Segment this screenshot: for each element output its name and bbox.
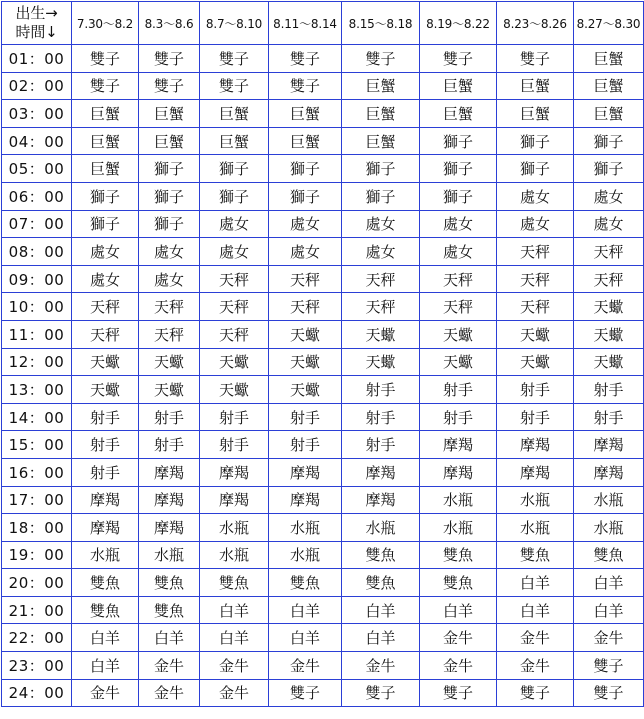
zodiac-cell: 雙子 [574, 652, 644, 680]
zodiac-cell: 巨蟹 [342, 127, 420, 155]
zodiac-cell: 射手 [420, 403, 497, 431]
zodiac-cell: 雙魚 [420, 541, 497, 569]
zodiac-cell: 雙子 [72, 72, 139, 100]
row-time-label: 02：00 [2, 72, 72, 100]
row-time-label: 16：00 [2, 458, 72, 486]
zodiac-cell: 天秤 [342, 265, 420, 293]
zodiac-cell: 雙魚 [72, 569, 139, 597]
zodiac-cell: 水瓶 [497, 486, 574, 514]
zodiac-cell: 處女 [200, 210, 269, 238]
table-row [2, 320, 644, 348]
zodiac-cell: 雙子 [269, 45, 342, 73]
row-time-label: 08：00 [2, 238, 72, 266]
zodiac-cell: 天秤 [200, 320, 269, 348]
zodiac-cell: 射手 [139, 431, 200, 459]
zodiac-cell: 天秤 [420, 265, 497, 293]
zodiac-cell: 天蠍 [574, 348, 644, 376]
zodiac-cell: 巨蟹 [497, 72, 574, 100]
zodiac-cell: 雙子 [342, 45, 420, 73]
table-row [2, 238, 644, 266]
zodiac-cell: 摩羯 [139, 514, 200, 542]
zodiac-cell: 雙魚 [342, 569, 420, 597]
table-header [2, 2, 644, 45]
zodiac-cell: 水瓶 [420, 514, 497, 542]
zodiac-cell: 雙魚 [139, 569, 200, 597]
table-row [2, 458, 644, 486]
zodiac-cell: 雙子 [420, 679, 497, 707]
row-time-label: 06：00 [2, 182, 72, 210]
zodiac-cell: 獅子 [497, 127, 574, 155]
zodiac-cell: 天秤 [139, 293, 200, 321]
zodiac-cell: 獅子 [139, 155, 200, 183]
zodiac-cell: 摩羯 [269, 458, 342, 486]
table-row [2, 210, 644, 238]
zodiac-cell: 巨蟹 [139, 100, 200, 128]
zodiac-cell: 天秤 [574, 238, 644, 266]
zodiac-cell: 雙子 [497, 679, 574, 707]
zodiac-cell: 金牛 [420, 624, 497, 652]
column-header: 8.23～8.26 [497, 2, 574, 45]
zodiac-cell: 獅子 [200, 182, 269, 210]
table-row [2, 127, 644, 155]
zodiac-cell: 白羊 [200, 596, 269, 624]
zodiac-cell: 射手 [72, 403, 139, 431]
zodiac-cell: 射手 [200, 431, 269, 459]
zodiac-cell: 雙子 [269, 72, 342, 100]
zodiac-cell: 雙子 [139, 45, 200, 73]
zodiac-cell: 雙子 [342, 679, 420, 707]
corner-header [2, 2, 72, 45]
zodiac-cell: 獅子 [574, 127, 644, 155]
zodiac-cell: 雙魚 [139, 596, 200, 624]
zodiac-cell: 巨蟹 [200, 100, 269, 128]
zodiac-cell: 水瓶 [342, 514, 420, 542]
zodiac-cell: 獅子 [497, 155, 574, 183]
zodiac-cell: 摩羯 [269, 486, 342, 514]
zodiac-cell: 天蠍 [200, 376, 269, 404]
zodiac-cell: 巨蟹 [200, 127, 269, 155]
zodiac-cell: 金牛 [200, 679, 269, 707]
zodiac-cell: 金牛 [420, 652, 497, 680]
table-row [2, 100, 644, 128]
zodiac-cell: 獅子 [342, 155, 420, 183]
row-time-label: 20：00 [2, 569, 72, 597]
zodiac-cell: 處女 [269, 238, 342, 266]
zodiac-cell: 天蠍 [574, 293, 644, 321]
zodiac-cell: 巨蟹 [72, 127, 139, 155]
zodiac-cell: 金牛 [574, 624, 644, 652]
zodiac-cell: 射手 [342, 403, 420, 431]
zodiac-cell: 巨蟹 [420, 100, 497, 128]
zodiac-cell: 天蠍 [269, 320, 342, 348]
zodiac-cell: 巨蟹 [72, 100, 139, 128]
zodiac-cell: 獅子 [200, 155, 269, 183]
zodiac-cell: 獅子 [269, 155, 342, 183]
zodiac-cell: 摩羯 [200, 486, 269, 514]
zodiac-cell: 處女 [497, 210, 574, 238]
zodiac-cell: 摩羯 [420, 431, 497, 459]
zodiac-cell: 天蠍 [200, 348, 269, 376]
zodiac-cell: 處女 [497, 182, 574, 210]
zodiac-cell: 白羊 [200, 624, 269, 652]
zodiac-cell: 白羊 [269, 624, 342, 652]
row-time-label: 04：00 [2, 127, 72, 155]
zodiac-cell: 金牛 [139, 679, 200, 707]
zodiac-cell: 金牛 [342, 652, 420, 680]
row-time-label: 22：00 [2, 624, 72, 652]
zodiac-cell: 雙子 [497, 45, 574, 73]
zodiac-cell: 白羊 [139, 624, 200, 652]
zodiac-cell: 處女 [72, 238, 139, 266]
zodiac-cell: 天秤 [574, 265, 644, 293]
zodiac-cell: 雙子 [574, 679, 644, 707]
zodiac-cell: 白羊 [342, 624, 420, 652]
zodiac-cell: 天秤 [497, 238, 574, 266]
zodiac-cell: 金牛 [497, 652, 574, 680]
zodiac-cell: 射手 [497, 376, 574, 404]
zodiac-cell: 獅子 [72, 210, 139, 238]
zodiac-cell: 處女 [574, 182, 644, 210]
zodiac-cell: 獅子 [139, 210, 200, 238]
column-header: 8.7～8.10 [200, 2, 269, 45]
zodiac-cell: 摩羯 [139, 486, 200, 514]
zodiac-cell: 天秤 [200, 265, 269, 293]
zodiac-cell: 處女 [342, 210, 420, 238]
zodiac-cell: 摩羯 [139, 458, 200, 486]
zodiac-cell: 獅子 [72, 182, 139, 210]
zodiac-cell: 巨蟹 [269, 100, 342, 128]
zodiac-cell: 雙子 [139, 72, 200, 100]
zodiac-cell: 天秤 [342, 293, 420, 321]
zodiac-cell: 天蠍 [72, 376, 139, 404]
zodiac-cell: 天秤 [497, 265, 574, 293]
row-time-label: 09：00 [2, 265, 72, 293]
table-row [2, 596, 644, 624]
zodiac-cell: 水瓶 [269, 541, 342, 569]
table-row [2, 265, 644, 293]
zodiac-cell: 天秤 [420, 293, 497, 321]
row-time-label: 03：00 [2, 100, 72, 128]
row-time-label: 19：00 [2, 541, 72, 569]
table-row [2, 293, 644, 321]
zodiac-cell: 白羊 [497, 596, 574, 624]
zodiac-cell: 獅子 [139, 182, 200, 210]
row-time-label: 14：00 [2, 403, 72, 431]
zodiac-cell: 獅子 [342, 182, 420, 210]
row-time-label: 05：00 [2, 155, 72, 183]
zodiac-cell: 摩羯 [200, 458, 269, 486]
table-row [2, 403, 644, 431]
zodiac-cell: 獅子 [420, 127, 497, 155]
zodiac-cell: 射手 [497, 403, 574, 431]
zodiac-cell: 天秤 [497, 293, 574, 321]
zodiac-cell: 摩羯 [574, 458, 644, 486]
zodiac-cell: 白羊 [269, 596, 342, 624]
zodiac-cell: 處女 [139, 238, 200, 266]
zodiac-cell: 天秤 [139, 320, 200, 348]
column-header: 8.11～8.14 [269, 2, 342, 45]
zodiac-cell: 金牛 [497, 624, 574, 652]
column-header: 8.19～8.22 [420, 2, 497, 45]
column-header: 8.15～8.18 [342, 2, 420, 45]
zodiac-cell: 處女 [420, 210, 497, 238]
row-time-label: 18：00 [2, 514, 72, 542]
zodiac-cell: 雙子 [269, 679, 342, 707]
zodiac-cell: 處女 [200, 238, 269, 266]
zodiac-cell: 天蠍 [420, 320, 497, 348]
zodiac-cell: 雙子 [200, 72, 269, 100]
row-time-label: 11：00 [2, 320, 72, 348]
zodiac-cell: 巨蟹 [574, 45, 644, 73]
zodiac-cell: 水瓶 [200, 541, 269, 569]
zodiac-cell: 水瓶 [497, 514, 574, 542]
zodiac-cell: 水瓶 [574, 486, 644, 514]
zodiac-cell: 天蠍 [139, 348, 200, 376]
zodiac-cell: 獅子 [269, 182, 342, 210]
zodiac-cell: 射手 [342, 431, 420, 459]
corner-label-time: 時間↓ [15, 23, 58, 41]
zodiac-cell: 巨蟹 [497, 100, 574, 128]
zodiac-cell: 巨蟹 [139, 127, 200, 155]
zodiac-cell: 水瓶 [269, 514, 342, 542]
zodiac-cell: 摩羯 [574, 431, 644, 459]
table-row [2, 348, 644, 376]
table-row [2, 569, 644, 597]
zodiac-cell: 射手 [574, 403, 644, 431]
zodiac-cell: 射手 [269, 403, 342, 431]
zodiac-cell: 天秤 [72, 293, 139, 321]
zodiac-cell: 雙魚 [72, 596, 139, 624]
zodiac-cell: 處女 [574, 210, 644, 238]
table-row [2, 652, 644, 680]
zodiac-cell: 雙子 [200, 45, 269, 73]
zodiac-cell: 天蠍 [574, 320, 644, 348]
zodiac-cell: 獅子 [420, 182, 497, 210]
zodiac-cell: 摩羯 [420, 458, 497, 486]
zodiac-cell: 金牛 [139, 652, 200, 680]
table-row [2, 376, 644, 404]
row-time-label: 01：00 [2, 45, 72, 73]
zodiac-cell: 獅子 [574, 155, 644, 183]
zodiac-cell: 摩羯 [497, 458, 574, 486]
zodiac-cell: 天秤 [200, 293, 269, 321]
zodiac-cell: 天蠍 [269, 348, 342, 376]
zodiac-cell: 巨蟹 [574, 72, 644, 100]
zodiac-cell: 射手 [72, 458, 139, 486]
zodiac-cell: 雙子 [420, 45, 497, 73]
zodiac-cell: 巨蟹 [342, 72, 420, 100]
zodiac-cell: 處女 [420, 238, 497, 266]
zodiac-cell: 巨蟹 [72, 155, 139, 183]
table-row [2, 72, 644, 100]
zodiac-cell: 摩羯 [72, 514, 139, 542]
column-header: 8.3～8.6 [139, 2, 200, 45]
zodiac-cell: 天秤 [269, 293, 342, 321]
row-time-label: 15：00 [2, 431, 72, 459]
zodiac-cell: 白羊 [72, 652, 139, 680]
zodiac-cell: 雙魚 [420, 569, 497, 597]
zodiac-cell: 雙魚 [497, 541, 574, 569]
zodiac-cell: 水瓶 [72, 541, 139, 569]
table-row [2, 182, 644, 210]
zodiac-cell: 射手 [574, 376, 644, 404]
table-row [2, 624, 644, 652]
zodiac-cell: 白羊 [574, 596, 644, 624]
zodiac-cell: 天蠍 [342, 320, 420, 348]
zodiac-cell: 天蠍 [342, 348, 420, 376]
zodiac-cell: 天蠍 [497, 348, 574, 376]
zodiac-cell: 白羊 [420, 596, 497, 624]
zodiac-cell: 白羊 [574, 569, 644, 597]
zodiac-cell: 水瓶 [139, 541, 200, 569]
zodiac-cell: 雙魚 [200, 569, 269, 597]
zodiac-cell: 天蠍 [139, 376, 200, 404]
zodiac-cell: 金牛 [72, 679, 139, 707]
zodiac-cell: 雙子 [72, 45, 139, 73]
zodiac-cell: 處女 [72, 265, 139, 293]
row-time-label: 12：00 [2, 348, 72, 376]
table-row [2, 431, 644, 459]
zodiac-cell: 射手 [139, 403, 200, 431]
zodiac-cell: 水瓶 [420, 486, 497, 514]
zodiac-cell: 射手 [269, 431, 342, 459]
zodiac-cell: 射手 [342, 376, 420, 404]
row-time-label: 07：00 [2, 210, 72, 238]
zodiac-cell: 雙魚 [269, 569, 342, 597]
zodiac-cell: 白羊 [497, 569, 574, 597]
table-row [2, 155, 644, 183]
zodiac-cell: 射手 [200, 403, 269, 431]
zodiac-cell: 巨蟹 [574, 100, 644, 128]
zodiac-cell: 天蠍 [269, 376, 342, 404]
zodiac-table [1, 1, 644, 707]
zodiac-cell: 摩羯 [342, 486, 420, 514]
zodiac-cell: 摩羯 [342, 458, 420, 486]
table-row [2, 514, 644, 542]
zodiac-cell: 處女 [342, 238, 420, 266]
zodiac-cell: 摩羯 [72, 486, 139, 514]
zodiac-cell: 雙魚 [342, 541, 420, 569]
zodiac-cell: 白羊 [72, 624, 139, 652]
zodiac-cell: 白羊 [342, 596, 420, 624]
zodiac-cell: 天蠍 [72, 348, 139, 376]
table-body [2, 45, 644, 707]
row-time-label: 23：00 [2, 652, 72, 680]
zodiac-cell: 巨蟹 [420, 72, 497, 100]
column-header: 7.30～8.2 [72, 2, 139, 45]
table-row [2, 541, 644, 569]
zodiac-cell: 天秤 [72, 320, 139, 348]
zodiac-cell: 天蠍 [497, 320, 574, 348]
zodiac-cell: 雙魚 [574, 541, 644, 569]
zodiac-cell: 金牛 [269, 652, 342, 680]
zodiac-cell: 金牛 [200, 652, 269, 680]
zodiac-cell: 處女 [139, 265, 200, 293]
zodiac-cell: 天秤 [269, 265, 342, 293]
row-time-label: 13：00 [2, 376, 72, 404]
table-row [2, 486, 644, 514]
row-time-label: 17：00 [2, 486, 72, 514]
zodiac-cell: 獅子 [420, 155, 497, 183]
row-time-label: 10：00 [2, 293, 72, 321]
zodiac-cell: 摩羯 [497, 431, 574, 459]
zodiac-cell: 巨蟹 [342, 100, 420, 128]
table-row [2, 679, 644, 707]
zodiac-cell: 水瓶 [200, 514, 269, 542]
zodiac-cell: 射手 [72, 431, 139, 459]
zodiac-cell: 水瓶 [574, 514, 644, 542]
table-row [2, 45, 644, 73]
corner-label-birth: 出生→ [15, 4, 58, 22]
zodiac-cell: 射手 [420, 376, 497, 404]
zodiac-cell: 處女 [269, 210, 342, 238]
zodiac-cell: 巨蟹 [269, 127, 342, 155]
header-row [2, 2, 644, 45]
row-time-label: 21：00 [2, 596, 72, 624]
zodiac-cell: 天蠍 [420, 348, 497, 376]
row-time-label: 24：00 [2, 679, 72, 707]
column-header: 8.27～8.30 [574, 2, 644, 45]
